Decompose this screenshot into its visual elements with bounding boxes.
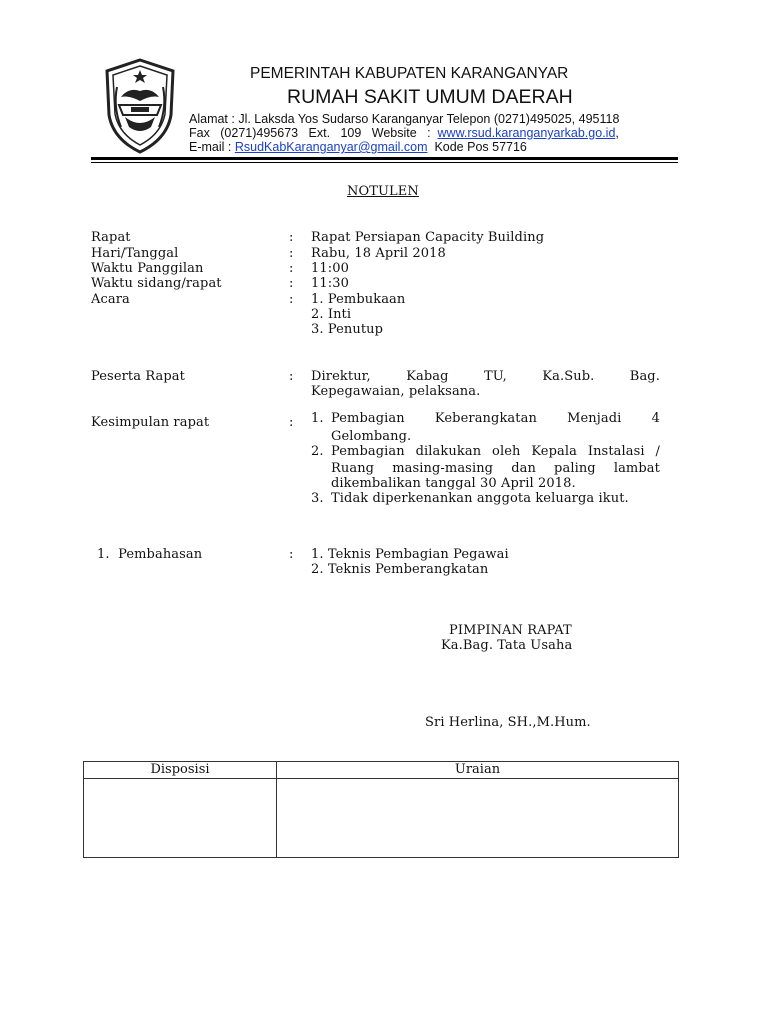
peserta-line-2: Kepegawaian, pelaksana. xyxy=(311,384,481,399)
hari-tanggal-label: Hari/Tanggal xyxy=(91,246,179,261)
colon: : xyxy=(289,369,294,384)
disposition-table xyxy=(83,761,679,858)
email-line xyxy=(189,140,527,154)
waktu-panggilan-label: Waktu Panggilan xyxy=(91,261,204,276)
acara-label: Acara xyxy=(91,292,130,307)
hari-tanggal-value: Rabu, 18 April 2018 xyxy=(311,246,446,261)
government-name: PEMERINTAH KABUPATEN KARANGANYAR xyxy=(250,65,569,82)
kesimpulan-word: Kepala xyxy=(531,444,577,459)
waktu-panggilan-value: 11:00 xyxy=(311,261,349,276)
peserta-word: Ka.Sub. xyxy=(542,369,595,384)
kesimpulan-word: masing-masing xyxy=(392,461,494,476)
colon: : xyxy=(289,547,294,562)
signature-name: Sri Herlina, SH.,M.Hum. xyxy=(425,715,591,730)
postal-code: Kode Pos 57716 xyxy=(427,140,527,154)
kesimpulan-line xyxy=(331,461,660,476)
pembahasan-item: 1. Teknis Pembagian Pegawai xyxy=(311,547,509,562)
table-header-uraian: Uraian xyxy=(277,762,679,779)
kesimpulan-line xyxy=(331,444,660,459)
kesimpulan-word: Pembagian xyxy=(331,444,405,459)
peserta-word: Direktur, xyxy=(311,369,371,384)
acara-item: 3. Penutup xyxy=(311,322,384,337)
waktu-sidang-label: Waktu sidang/rapat xyxy=(91,276,222,291)
kesimpulan-line xyxy=(331,411,660,426)
kesimpulan-number: 3. xyxy=(311,491,324,506)
kesimpulan-word: dilakukan xyxy=(415,444,482,459)
colon: : xyxy=(289,415,294,430)
kesimpulan-label: Kesimpulan rapat xyxy=(91,415,210,430)
pembahasan-item: 2. Teknis Pemberangkatan xyxy=(311,562,489,577)
table-cell-uraian[interactable] xyxy=(277,779,679,858)
kesimpulan-word: Instalasi xyxy=(587,444,645,459)
pembahasan-label: 1. Pembahasan xyxy=(97,547,203,562)
kesimpulan-line: dikembalikan tanggal 30 April 2018. xyxy=(331,476,576,491)
kesimpulan-number: 1. xyxy=(311,411,324,426)
colon: : xyxy=(289,292,294,307)
waktu-sidang-value: 11:30 xyxy=(311,276,349,291)
karanganyar-emblem-logo xyxy=(99,57,181,155)
acara-item: 2. Inti xyxy=(311,307,352,322)
signature-title: PIMPINAN RAPAT xyxy=(449,623,572,638)
kesimpulan-word: Menjadi xyxy=(567,411,622,426)
header-divider-thin xyxy=(91,162,678,163)
peserta-word: Bag. xyxy=(629,369,660,384)
kesimpulan-word: Ruang xyxy=(331,461,375,476)
colon: : xyxy=(289,230,294,245)
kesimpulan-word: / xyxy=(655,444,660,459)
peserta-word: Kabag xyxy=(406,369,449,384)
table-header-row xyxy=(84,762,679,779)
kesimpulan-word: 4 xyxy=(651,411,660,426)
peserta-label: Peserta Rapat xyxy=(91,369,185,384)
acara-item: 1. Pembukaan xyxy=(311,292,406,307)
address-line: Alamat : Jl. Laksda Yos Sudarso Karanganyar Telepon (0271)495025, 495118 xyxy=(189,112,620,126)
colon: : xyxy=(289,276,294,291)
kesimpulan-line: Tidak diperkenankan anggota keluarga ikut. xyxy=(331,491,629,506)
rapat-value: Rapat Persiapan Capacity Building xyxy=(311,230,545,245)
header-divider-thick xyxy=(91,157,678,160)
fax-line xyxy=(189,126,619,140)
kesimpulan-word: dan xyxy=(511,461,536,476)
document-title: NOTULEN xyxy=(347,184,419,199)
email-prefix: E-mail : xyxy=(189,140,235,154)
rapat-label: Rapat xyxy=(91,230,131,245)
fax-text: Fax (0271)495673 Ext. 109 Website : xyxy=(189,126,438,140)
peserta-line xyxy=(311,369,660,384)
table-header-disposisi: Disposisi xyxy=(84,762,277,779)
fax-suffix: , xyxy=(615,126,619,140)
kesimpulan-word: oleh xyxy=(492,444,521,459)
kesimpulan-word: lambat xyxy=(613,461,660,476)
colon: : xyxy=(289,261,294,276)
peserta-word: TU, xyxy=(484,369,507,384)
hospital-name: RUMAH SAKIT UMUM DAERAH xyxy=(287,86,573,108)
email-link[interactable]: RsudKabKaranganyar@gmail.com xyxy=(234,140,428,154)
signature-position: Ka.Bag. Tata Usaha xyxy=(441,638,573,653)
website-link[interactable]: www.rsud.karanganyarkab.go.id xyxy=(437,126,616,140)
colon: : xyxy=(289,246,294,261)
kesimpulan-line: Gelombang. xyxy=(331,429,412,444)
kesimpulan-word: Pembagian xyxy=(331,411,405,426)
kesimpulan-number: 2. xyxy=(311,444,324,459)
kesimpulan-word: Keberangkatan xyxy=(434,411,537,426)
kesimpulan-word: paling xyxy=(554,461,596,476)
table-cell-disposisi[interactable] xyxy=(84,779,277,858)
table-row xyxy=(84,779,679,858)
